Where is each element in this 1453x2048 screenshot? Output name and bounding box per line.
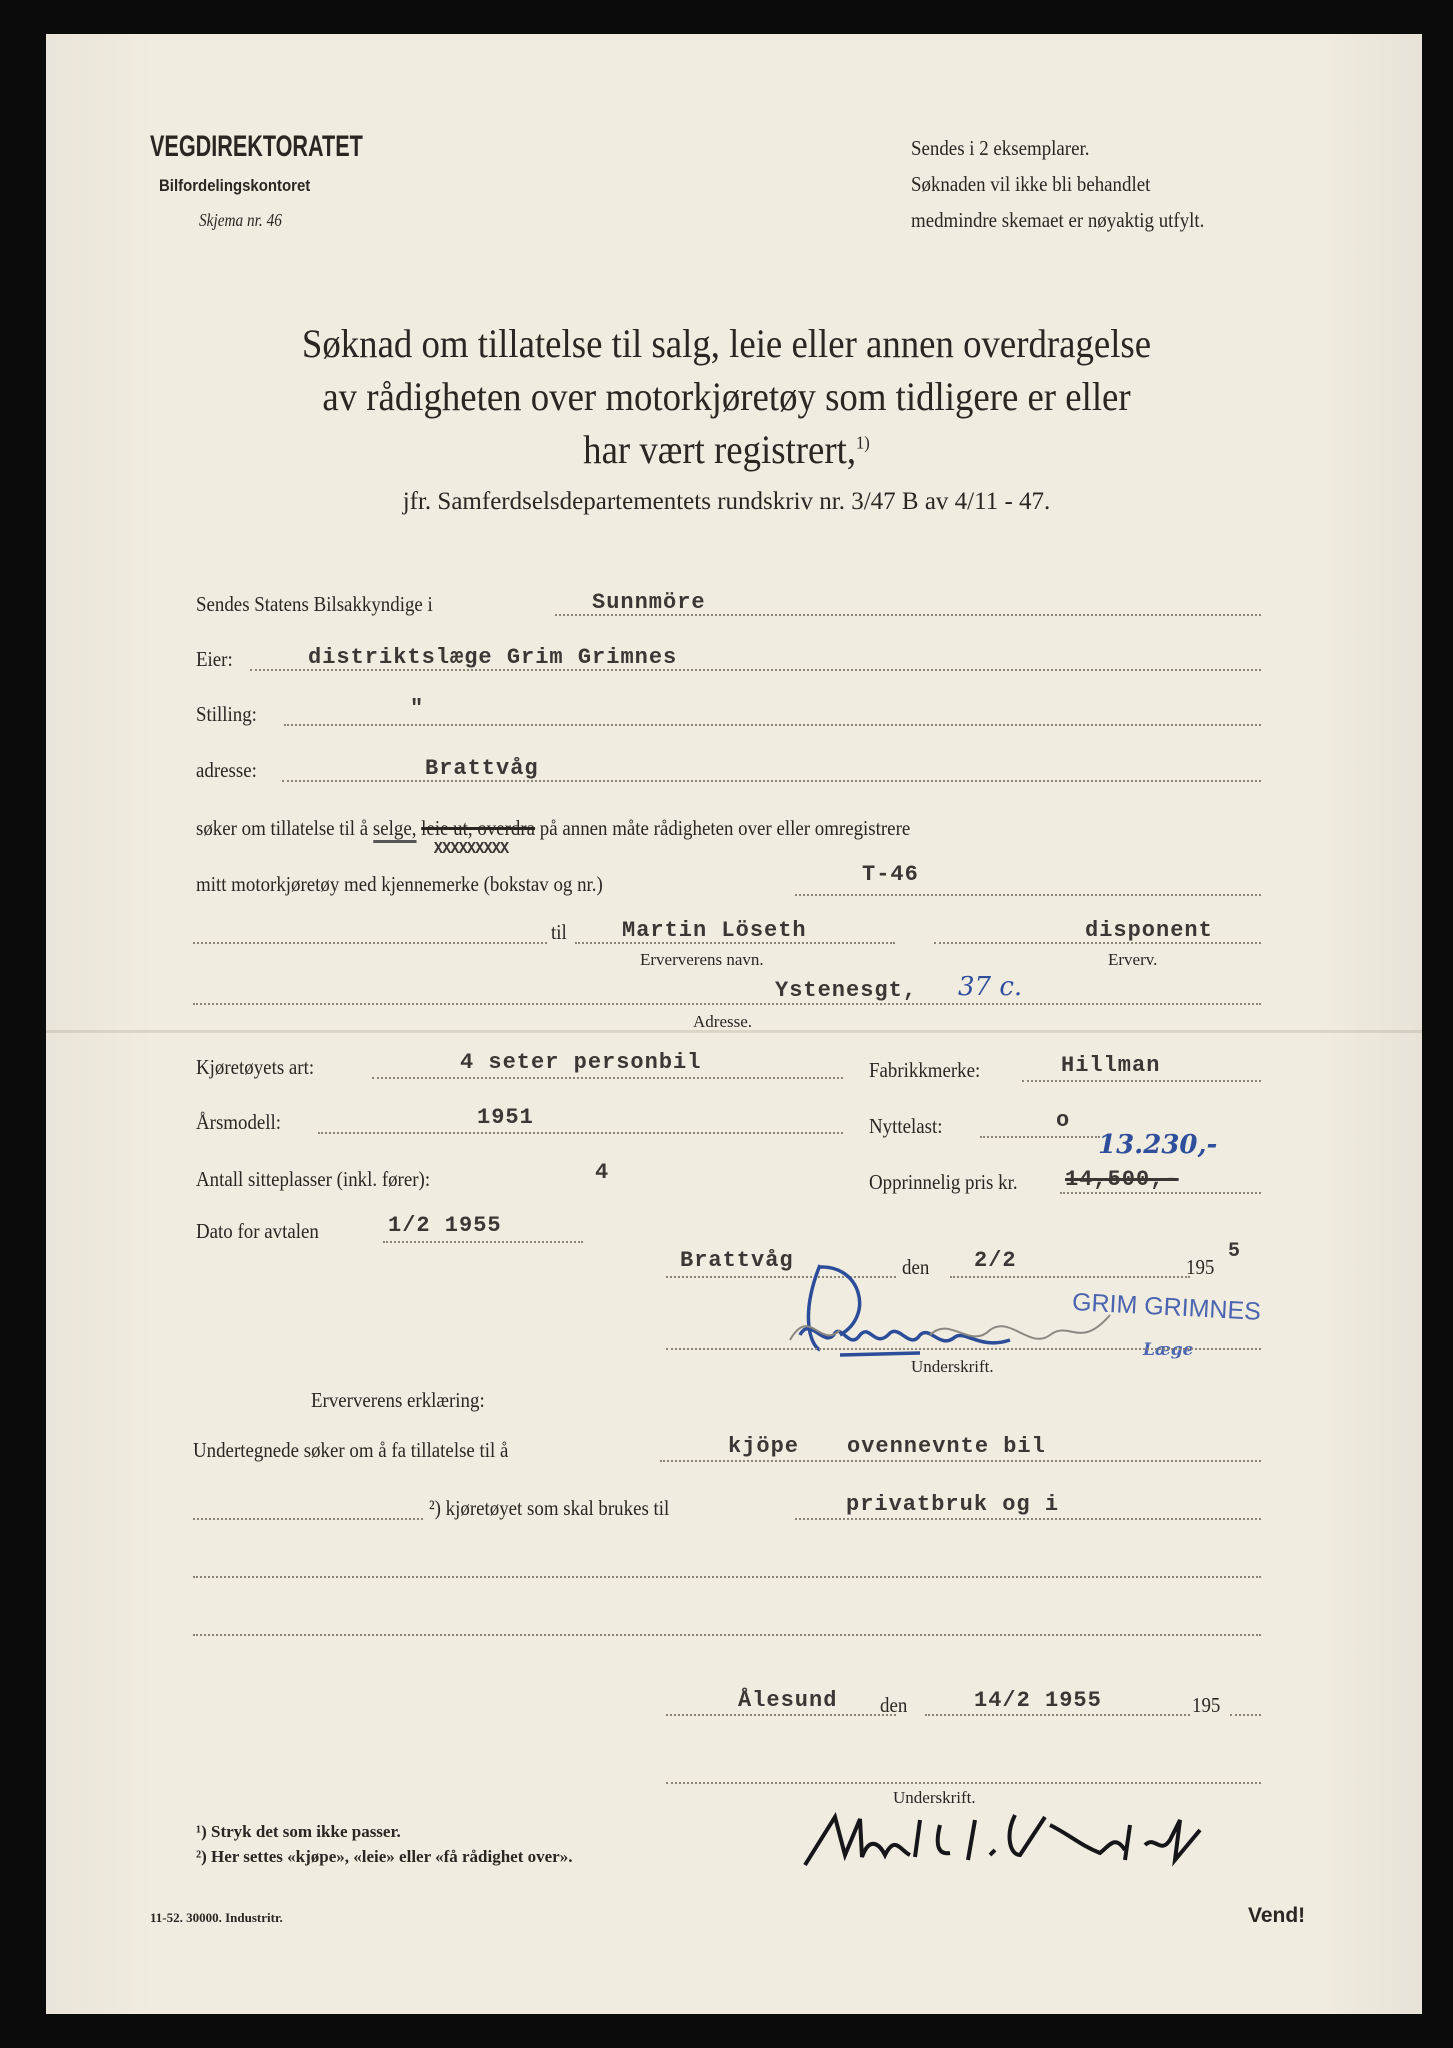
arsmodell-field[interactable] <box>318 1132 843 1134</box>
sitteplasser-label: Antall sitteplasser (inkl. fører): <box>196 1167 431 1191</box>
struck-options <box>421 816 536 859</box>
agency-name: VEGDIREKTORATET <box>150 130 363 163</box>
nyttelast-value: o <box>1056 1108 1071 1133</box>
declaration-den-label: den <box>880 1693 908 1717</box>
kjennemerke-value: T-46 <box>862 862 919 887</box>
adresse-value: Brattvåg <box>425 756 539 781</box>
instruction-line: Sendes i 2 eksemplarer. <box>911 136 1090 160</box>
form-title-line <box>58 426 1395 473</box>
art-field[interactable] <box>372 1077 843 1079</box>
print-info: 11-52. 30000. Industritr. <box>150 1910 283 1925</box>
turn-over-note: Vend! <box>1248 1904 1306 1927</box>
form-title-line: Søknad om tillatelse til salg, leie eller annen overdragelse <box>301 321 1152 366</box>
typed-xs: XXXXXXXXX <box>433 840 509 859</box>
sitteplasser-value: 4 <box>595 1160 610 1185</box>
kjennemerke-field[interactable] <box>795 894 1261 896</box>
sendes-label: Sendes Statens Bilsakkyndige i <box>196 592 433 616</box>
stilling-field[interactable] <box>284 724 1261 726</box>
declaration-line1-field[interactable] <box>660 1460 1261 1462</box>
erverv-value: disponent <box>1085 918 1213 943</box>
declaration-date-field[interactable] <box>925 1714 1190 1716</box>
fabrikk-value: Hillman <box>1061 1053 1161 1078</box>
blank-field[interactable] <box>193 942 547 944</box>
instruction-line: medmindre skemaet er nøyaktig utfylt. <box>911 208 1205 232</box>
place-value: Brattvåg <box>680 1248 794 1273</box>
kjennemerke-label: mitt motorkjøretøy med kjennemerke (bokstav og nr.) <box>196 872 603 896</box>
erverver-address-handwritten: 37 c. <box>958 972 1023 1002</box>
arsmodell-label: Årsmodell: <box>196 1110 282 1134</box>
declaration-line2-field[interactable] <box>795 1518 1261 1520</box>
footnote: ²) Her settes «kjøpe», «leie» eller «få rådighet over». <box>196 1847 573 1866</box>
stamp-name: GRIM GRIMNES <box>1071 1288 1262 1326</box>
declaration-date-value: 14/2 1955 <box>974 1688 1102 1713</box>
declaration-place-field[interactable] <box>666 1714 896 1716</box>
dato-value: 1/2 1955 <box>388 1213 502 1238</box>
erverver-address-value: Ystenesgt, <box>775 978 918 1003</box>
declaration-line2-label: ²) kjøretøyet som skal brukes til <box>429 1496 670 1520</box>
owner-signature-line <box>666 1348 1261 1350</box>
office-name: Bilfordelingskontoret <box>159 176 311 195</box>
den-label: den <box>902 1255 930 1279</box>
declaration-line1-value-a: kjöpe <box>728 1434 800 1459</box>
buyer-signature-label: Underskrift. <box>893 1788 976 1807</box>
blank-field[interactable] <box>193 1576 1261 1578</box>
til-label: til <box>551 920 567 944</box>
erverver-address-field[interactable] <box>193 1003 1261 1005</box>
art-value: 4 seter personbil <box>460 1050 702 1075</box>
option-struck: leie ut, overdra <box>421 816 536 840</box>
declaration-line1-value-b: ovennevnte bil <box>847 1434 1046 1459</box>
eier-label: Eier: <box>196 647 233 671</box>
fabrikk-label: Fabrikkmerke: <box>869 1058 981 1082</box>
footnote-mark: 1) <box>856 432 870 453</box>
form-title-text: har vært registrert, <box>583 427 857 472</box>
blank-field[interactable] <box>193 1518 423 1520</box>
sendes-value: Sunnmöre <box>592 590 706 615</box>
declaration-line1-label: Undertegnede søker om å fa tillatelse til å <box>193 1438 509 1462</box>
soker-text: på annen måte rådigheten over eller omregistrere <box>539 816 911 840</box>
declaration-heading: Erververens erklæring: <box>311 1388 485 1412</box>
erverver-address-label: Adresse. <box>693 1012 753 1031</box>
nyttelast-field[interactable] <box>980 1136 1100 1138</box>
nyttelast-label: Nyttelast: <box>869 1114 943 1138</box>
declaration-year-field[interactable] <box>1230 1714 1261 1716</box>
erverver-name-value: Martin Löseth <box>622 918 807 943</box>
pris-field[interactable] <box>1060 1192 1261 1194</box>
blank-field[interactable] <box>193 1634 1261 1636</box>
art-label: Kjøretøyets art: <box>196 1055 315 1079</box>
declaration-place-value: Ålesund <box>738 1688 838 1713</box>
declaration-year-prefix: 195 <box>1192 1693 1221 1717</box>
form-title-line: av rådigheten over motorkjøretøy som tidligere er eller <box>322 374 1131 419</box>
soker-text: søker om tillatelse til å <box>196 816 369 840</box>
instruction-line: Søknaden vil ikke bli behandlet <box>911 172 1151 196</box>
dato-label: Dato for avtalen <box>196 1219 319 1243</box>
footnote: ¹) Stryk det som ikke passer. <box>196 1822 401 1841</box>
year-prefix: 195 <box>1186 1255 1215 1279</box>
arsmodell-value: 1951 <box>477 1105 534 1130</box>
buyer-signature <box>800 1805 1270 1875</box>
form-number: Skjema nr. 46 <box>199 210 282 230</box>
adresse-label: adresse: <box>196 758 257 782</box>
reference-line: jfr. Samferdselsdepartementets rundskriv nr. 3/47 B av 4/11 - 47. <box>402 488 1051 515</box>
fabrikk-field[interactable] <box>1022 1080 1261 1082</box>
owner-signature-label: Underskrift. <box>911 1357 994 1376</box>
eier-value: distriktslæge Grim Grimnes <box>308 645 678 670</box>
dato-field[interactable] <box>383 1241 583 1243</box>
declaration-line2-value: privatbruk og i <box>846 1492 1060 1517</box>
erverver-name-label: Erververens navn. <box>640 950 764 969</box>
stilling-value: " <box>410 696 425 721</box>
pris-corrected-value: 13.230,- <box>1098 1130 1218 1160</box>
stamp-title: Læge <box>1143 1340 1194 1360</box>
pris-label: Opprinnelig pris kr. <box>869 1170 1018 1194</box>
erverv-label: Erverv. <box>1108 950 1158 969</box>
pris-struck-value: 14,500,- <box>1065 1167 1179 1192</box>
buyer-signature-line <box>666 1782 1261 1784</box>
soker-line <box>196 816 911 859</box>
stilling-label: Stilling: <box>196 702 257 726</box>
date-value: 2/2 <box>974 1248 1017 1273</box>
year-suffix: 5 <box>1228 1240 1242 1263</box>
option-selge: selge, <box>373 816 417 843</box>
